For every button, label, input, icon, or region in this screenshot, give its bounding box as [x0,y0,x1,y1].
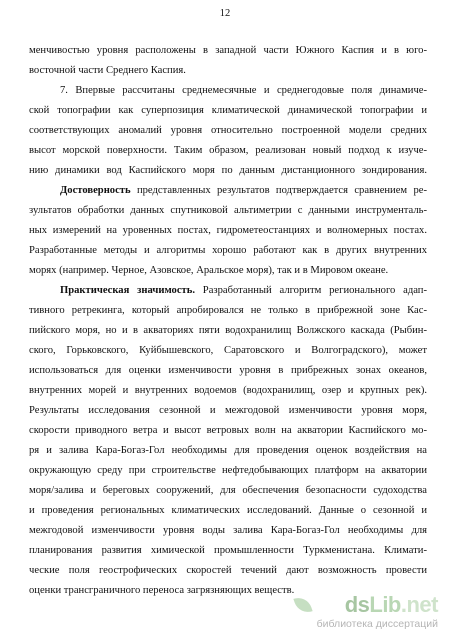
text-line: ря и залива Кара-Богаз-Гол необходимы для проведения оценок воздействия на [29,445,427,456]
text-line: Результаты исследования сезонной и межгодовой изменчивости уровня моря, [29,405,427,416]
text-line: нию динамики вод Каспийского моря по данным дистанционного зондирования. [29,165,427,176]
text-span: Разработанный алгоритм регионального адап- [194,285,427,296]
text-line: ской топографии как суперпозиция климатической динамической топографии и [29,105,427,116]
text-span: представленных результатов подтверждается сравнением ре- [130,185,427,196]
text-line: ского, Горьковского, Куйбышевского, Саратовского и Волгоградского), может [29,345,427,356]
text-line: Разработанные методы и алгоритмы хорошо работают как в других внутренних [29,245,427,256]
text-line: внутренних морей и внутренних водоемов (водохранилищ, озер и крупных рек). [29,385,427,396]
text-line: моря/залива и береговых сооружений, для обеспечения безопасности судоходства [29,485,427,496]
text-line [60,184,427,197]
text-line: менчивостью уровня расположены в западной части Южного Каспия и в юго- [29,45,427,56]
text-line: окружающую среду при строительстве нефтедобывающих платформ на акватории [29,465,427,476]
watermark-caption: библиотека диссертаций [316,618,438,630]
text-line: планирования развития химической промышленности Туркменистана. Климати- [29,545,427,556]
text-line: 7. Впервые рассчитаны среднемесячные и среднегодовые поля динамиче- [60,85,427,96]
text-line: тивного ретрекинга, который апробировался не только в прибрежной зоне Кас- [29,305,427,316]
text-line: межгодовой изменчивости уровня воды залива Кара-Богаз-Гол необходимы для [29,525,427,536]
watermark-logo: dsLib.net [344,592,438,617]
text-line: скорости приводного ветра и высот ветровых волн на акватории Каспийского мо- [29,425,427,436]
text-line: морях (например. Черное, Азовское, Аральское моря), так и в Мировом океане. [29,265,389,276]
text-line: высот морской поверхности. Таким образом, реализован новый подход к изуче- [29,145,427,156]
text-line: использоваться для оценки изменчивости уровня в прибрежных зонах океанов, [29,365,427,376]
text-line: зультатов обработки данных спутниковой альтиметрии с данными инструменталь- [29,205,427,216]
text-line: восточной части Среднего Каспия. [29,65,186,76]
section-heading-reliability: Достоверность [60,185,131,196]
text-line: пийского моря, но и в акваториях пяти водохранилищ Волжского каскада (Рыбин- [29,325,427,336]
text-line: и проведения региональных климатических исследований. Данные о сезонной и [29,505,427,516]
watermark [290,592,440,632]
section-heading-practical-significance: Практическая значимость. [60,285,195,296]
text-line: ческие поля геострофических скоростей течений дают возможность провести [29,565,427,576]
page-number: 12 [219,8,231,19]
text-line: соответствующих аномалий уровня относительно построенной модели средних [29,125,427,136]
text-line: ных измерений на уровенных постах, гидрометеостанциях и волномерных постах. [29,225,427,236]
text-line [60,284,427,297]
leaf-icon [293,594,312,616]
text-line: оценки трансграничного переноса загрязняющих веществ. [29,585,295,596]
